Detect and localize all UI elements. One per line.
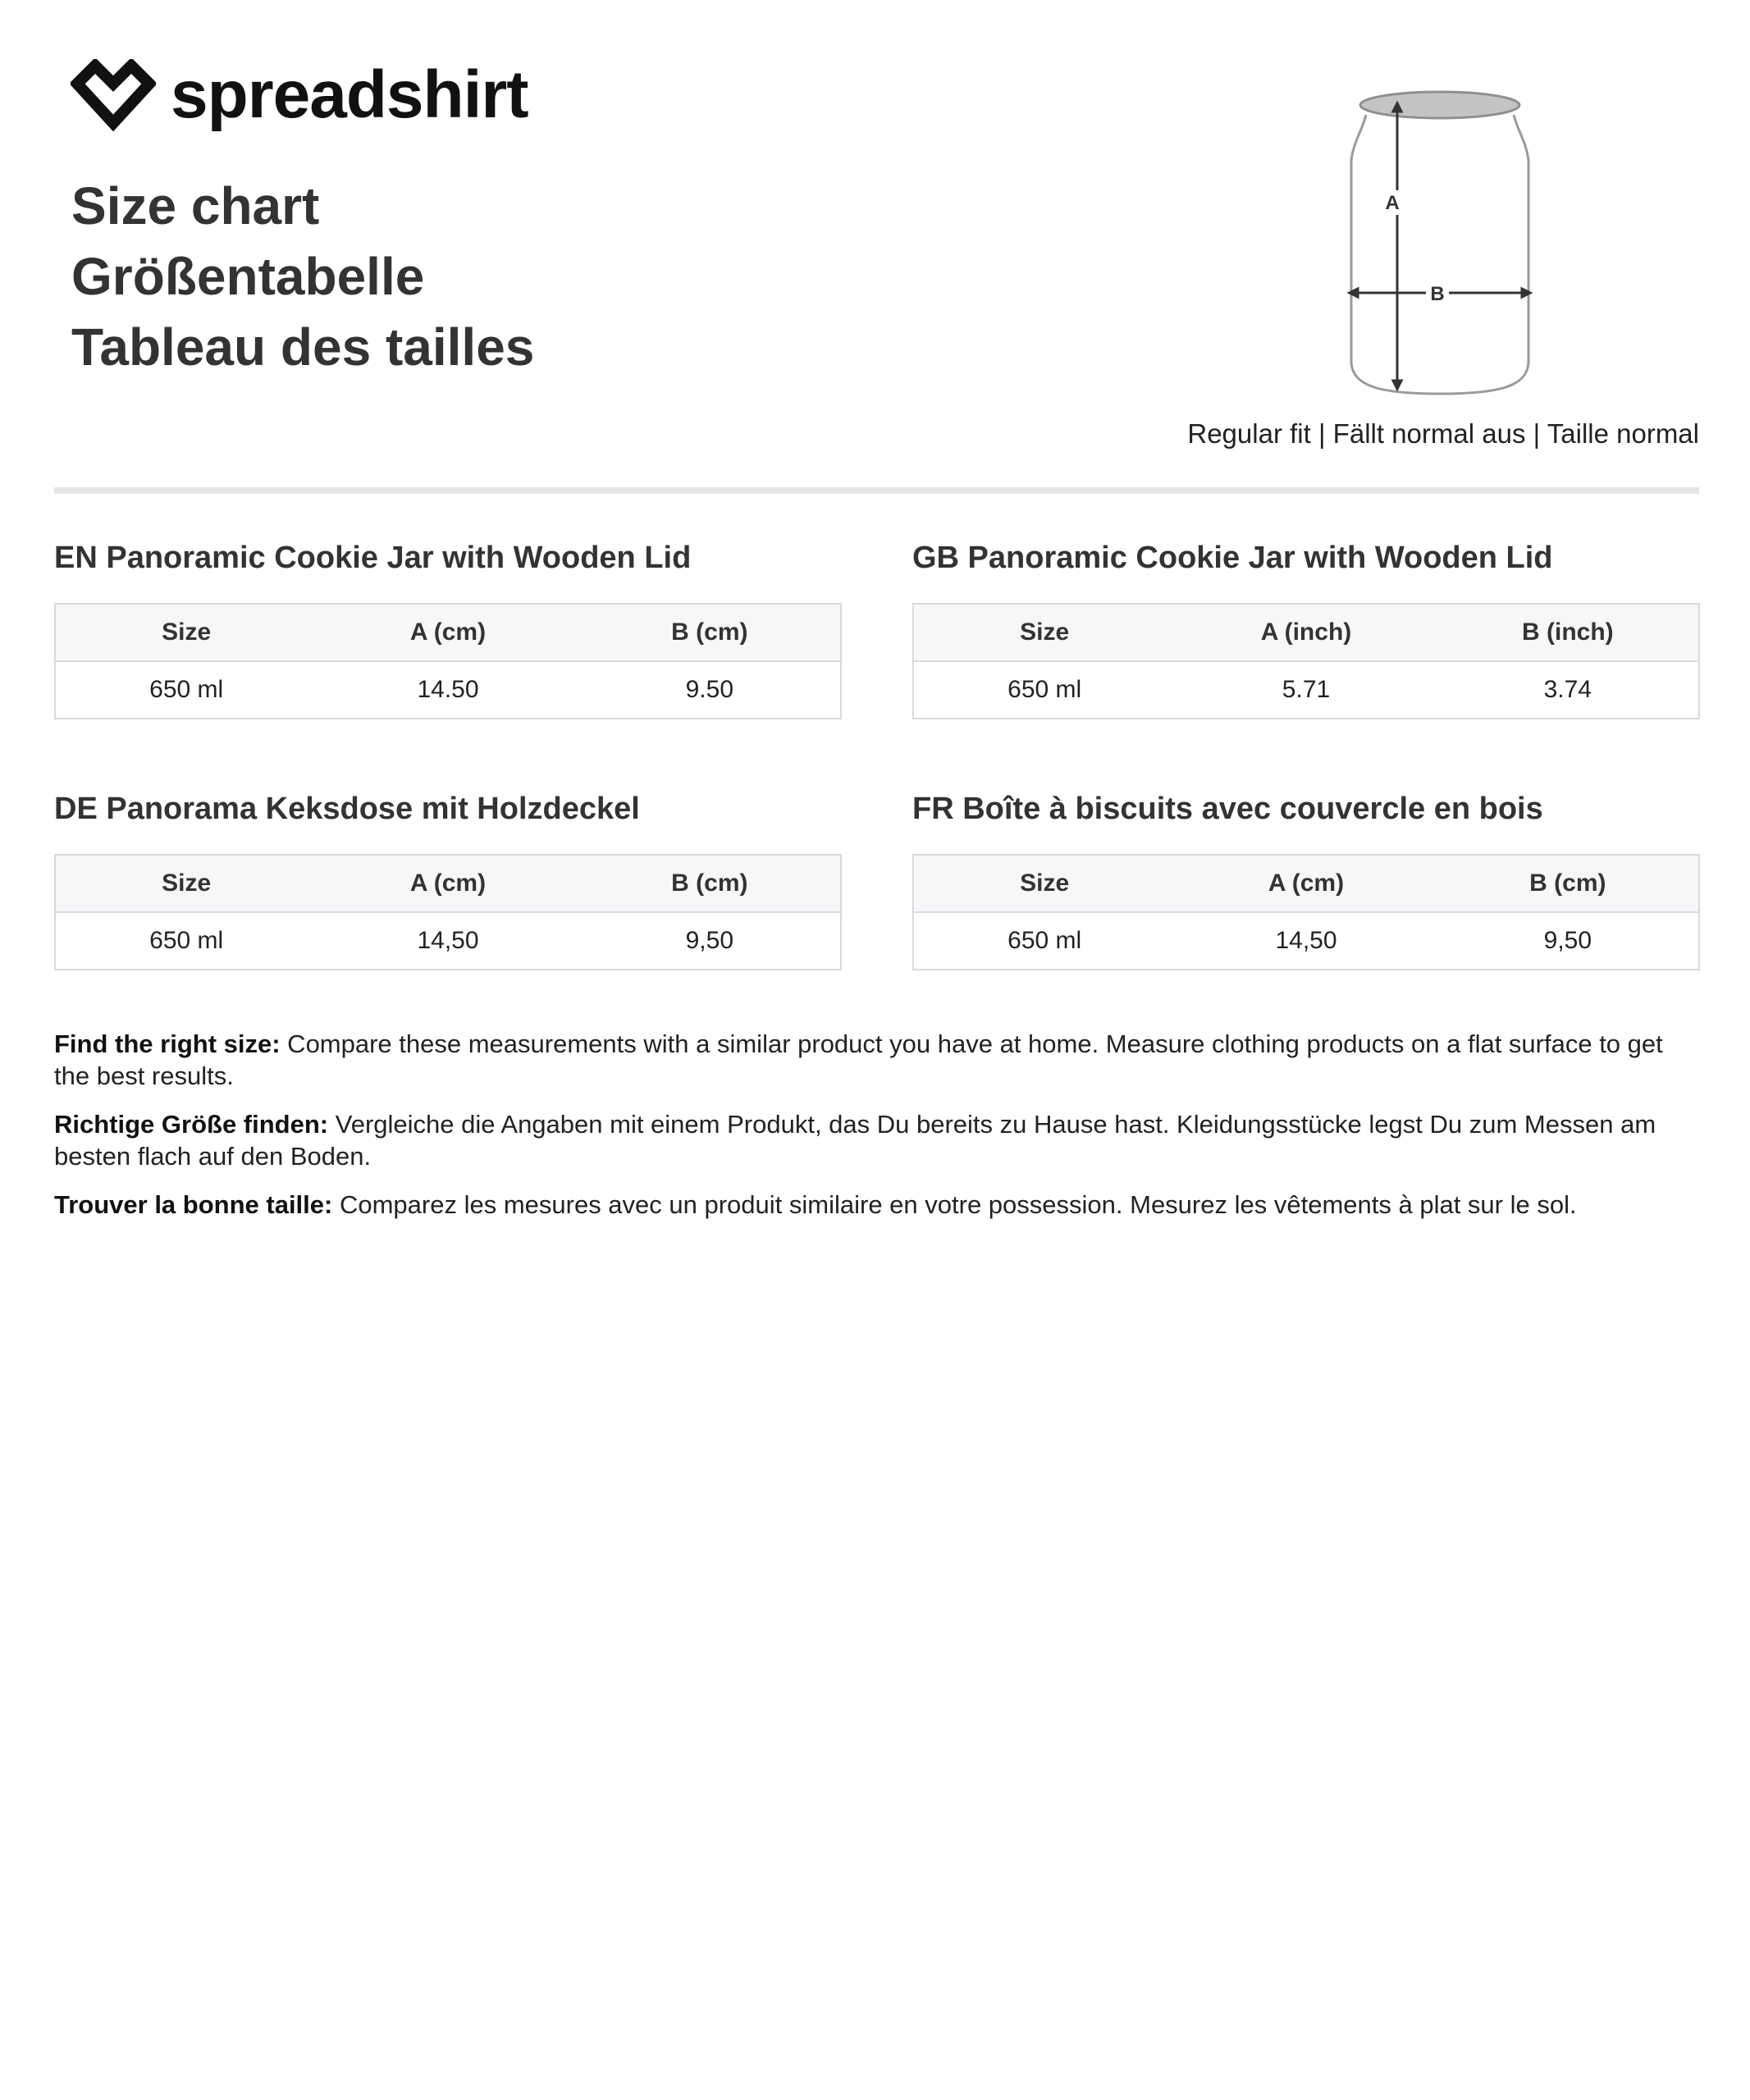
header-cell: B (cm)	[579, 855, 841, 912]
jar-measurement-diagram	[1333, 82, 1547, 402]
header-cell: Size	[913, 604, 1175, 661]
heart-chevron-icon	[71, 59, 156, 131]
size-table-fr	[912, 788, 1700, 970]
table-title: DE Panorama Keksdose mit Holzdeckel	[54, 792, 640, 826]
size-table-en	[54, 537, 842, 719]
table-cell: 5.71	[1175, 661, 1437, 719]
header-cell: B (cm)	[579, 604, 841, 661]
note-heading: Trouver la bonne taille:	[54, 1190, 333, 1219]
sizing-notes	[54, 1028, 1703, 1237]
header-cell: A (cm)	[317, 604, 578, 661]
header-cell: B (inch)	[1437, 604, 1699, 661]
note-text: Compare these measurements with a similar product you have at home. Measure clothing products on a flat surface to get the best results.	[54, 1029, 1663, 1090]
table-row	[913, 912, 1699, 970]
note-fr	[54, 1189, 1703, 1221]
table-cell: 650 ml	[55, 661, 317, 719]
header-cell: Size	[913, 855, 1175, 912]
table-cell: 650 ml	[55, 912, 317, 970]
table-row	[913, 661, 1699, 719]
table-cell: 14,50	[1175, 912, 1437, 970]
dimension-b-label: B	[1430, 283, 1445, 305]
table-header-row	[55, 855, 841, 912]
table-header-row	[55, 604, 841, 661]
table-cell: 14,50	[317, 912, 578, 970]
size-table-de	[54, 788, 842, 970]
header-cell: B (cm)	[1437, 855, 1699, 912]
brand-logo[interactable]	[71, 57, 528, 133]
table-cell: 9.50	[579, 661, 841, 719]
table-header-row	[913, 604, 1699, 661]
size-table	[912, 854, 1700, 970]
table-cell: 650 ml	[913, 661, 1175, 719]
jar-body-outline	[1351, 115, 1528, 394]
table-title: EN Panoramic Cookie Jar with Wooden Lid	[54, 541, 692, 575]
page-titles	[71, 171, 534, 382]
table-cell: 9,50	[1437, 912, 1699, 970]
table-title: GB Panoramic Cookie Jar with Wooden Lid	[912, 541, 1553, 575]
header-cell: Size	[55, 604, 317, 661]
note-en	[54, 1028, 1703, 1092]
table-row	[55, 912, 841, 970]
header-cell: A (cm)	[1175, 855, 1437, 912]
table-header-row	[913, 855, 1699, 912]
note-text: Comparez les mesures avec un produit similaire en votre possession. Mesurez les vêtements à plat sur le sol.	[332, 1190, 1577, 1219]
note-de	[54, 1108, 1703, 1172]
note-text: Vergleiche die Angaben mit einem Produkt, das Du bereits zu Hause hast. Kleidungsstücke legst Du zum Messen am besten flach auf den Boden.	[54, 1110, 1656, 1171]
size-table	[54, 603, 842, 719]
dimension-a-label: A	[1385, 192, 1400, 214]
header-cell: Size	[55, 855, 317, 912]
header-divider	[54, 487, 1699, 494]
title-fr: Tableau des tailles	[71, 317, 535, 377]
title-de: Größentabelle	[71, 247, 425, 306]
table-cell: 650 ml	[913, 912, 1175, 970]
fit-description: Regular fit | Fällt normal aus | Taille normal	[1187, 418, 1699, 449]
header-cell: A (cm)	[317, 855, 578, 912]
jar-lid	[1360, 92, 1519, 118]
title-en: Size chart	[71, 176, 320, 235]
size-table	[54, 854, 842, 970]
size-table	[912, 603, 1700, 719]
brand-name: spreadshirt	[171, 57, 528, 132]
note-heading: Find the right size:	[54, 1029, 281, 1058]
header-cell: A (inch)	[1175, 604, 1437, 661]
size-table-gb	[912, 537, 1700, 719]
note-heading: Richtige Größe finden:	[54, 1110, 329, 1139]
table-cell: 14.50	[317, 661, 578, 719]
table-row	[55, 661, 841, 719]
table-cell: 9,50	[579, 912, 841, 970]
table-cell: 3.74	[1437, 661, 1699, 719]
table-title: FR Boîte à biscuits avec couvercle en bois	[912, 792, 1543, 826]
